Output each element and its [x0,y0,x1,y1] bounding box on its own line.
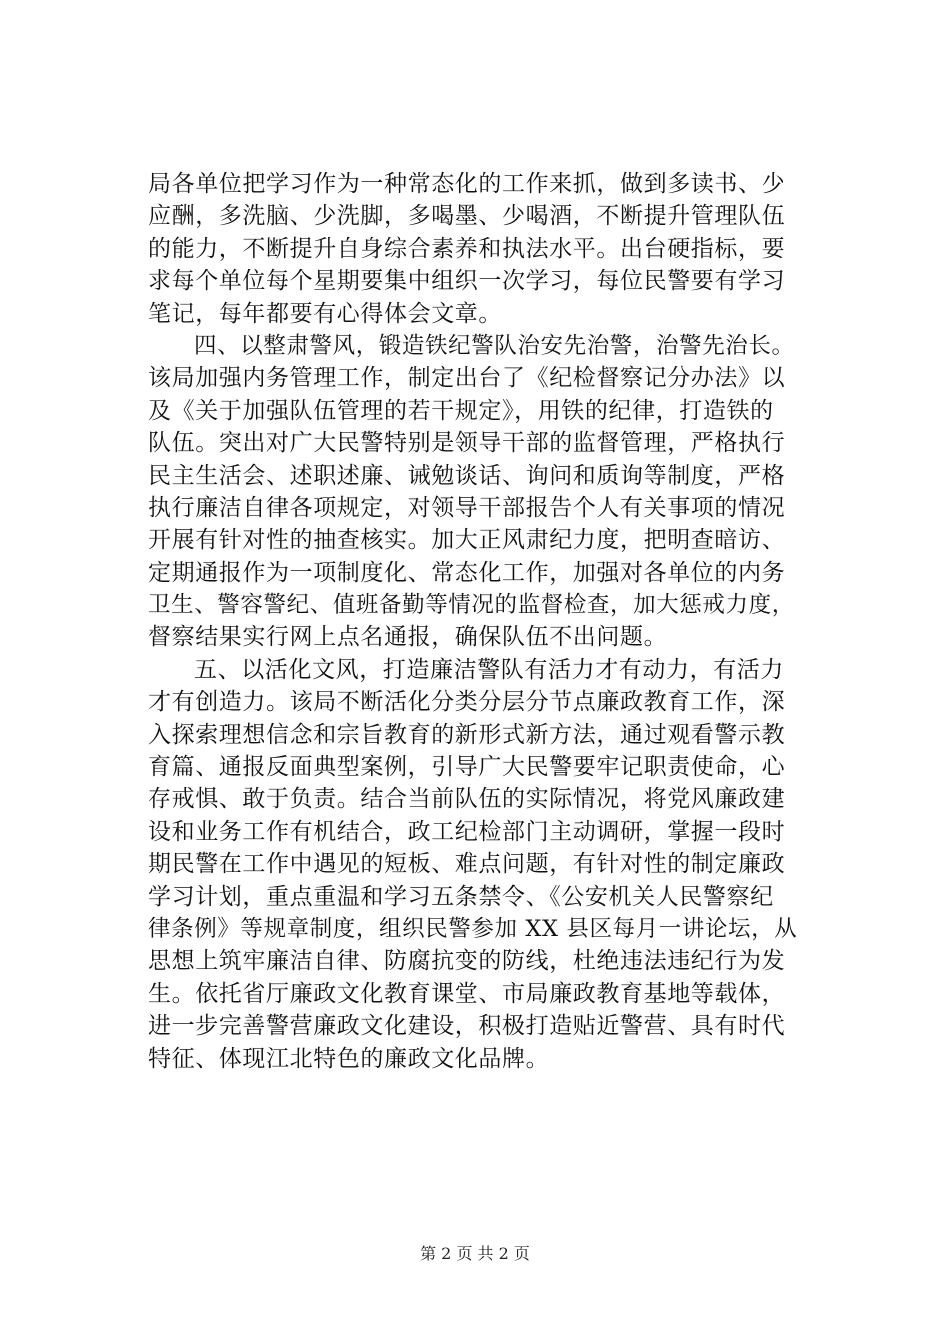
text-line: 督察结果实行网上点名通报，确保队伍不出问题。 [148,624,668,651]
text-line: 卫生、警容警纪、值班备勤等情况的监督检查，加大惩戒力度， [148,592,795,619]
text-line: 思想上筑牢廉洁自律、防腐抗变的防线，杜绝违法违纪行为发 [148,948,786,975]
text-line: 才有创造力。该局不断活化分类分层分节点廉政教育工作，深 [148,689,786,716]
text-line: 该局加强内务管理工作，制定出台了《纪检督察记分办法》以 [148,365,786,392]
text-line: 民主生活会、述职述廉、诫勉谈话、询问和质询等制度，严格 [148,462,786,489]
text-line: 进一步完善警营廉政文化建设，积极打造贴近警营、具有时代 [148,1013,786,1040]
text-line: 及《关于加强队伍管理的若干规定》，用铁的纪律，打造铁的 [148,397,774,424]
text-line: 律条例》等规章制度，组织民警参加 XX 县区每月一讲论坛，从 [148,915,798,942]
text-line: 队伍。突出对广大民警特别是领导干部的监督管理，严格执行 [148,430,786,457]
text-line: 执行廉洁自律各项规定，对领导干部报告个人有关事项的情况 [148,494,786,521]
text-line: 笔记，每年都要有心得体会文章。 [148,300,502,327]
text-line: 开展有针对性的抽查核实。加大正风肃纪力度，把明查暗访、 [148,527,786,554]
paragraph-first-line: 五、以活化文风，打造廉洁警队有活力才有动力，有活力 [194,656,784,683]
text-line: 定期通报作为一项制度化、常态化工作，加强对各单位的内务 [148,559,786,586]
text-line: 期民警在工作中遇见的短板、难点问题，有针对性的制定廉政 [148,851,786,878]
text-line: 应酬，多洗脑、少洗脚，多喝墨、少喝酒，不断提升管理队伍 [148,203,786,230]
text-line: 设和业务工作有机结合，政工纪检部门主动调研，掌握一段时 [148,818,786,845]
page-footer: 第 2 页 共 2 页 [420,1244,530,1263]
paragraph-first-line: 四、以整肃警风，锻造铁纪警队治安先治警，治警先治长。 [194,332,795,359]
text-line: 的能力，不断提升自身综合素养和执法水平。出台硬指标，要 [148,235,786,262]
text-line: 求每个单位每个星期要集中组织一次学习，每位民警要有学习 [148,268,786,295]
document-body [148,168,804,1075]
text-line: 局各单位把学习作为一种常态化的工作来抓，做到多读书、少 [148,171,786,197]
text-line: 存戒惧、敢于负责。结合当前队伍的实际情况，将党风廉政建 [148,786,786,813]
text-line: 特征、体现江北特色的廉政文化品牌。 [148,1045,550,1072]
text-line: 生。依托省厅廉政文化教育课堂、市局廉政教育基地等载体， [148,980,786,1007]
text-line: 育篇、通报反面典型案例，引导广大民警要牢记职责使命，心 [148,754,786,781]
text-line: 入探索理想信念和宗旨教育的新形式新方法，通过观看警示教 [148,721,786,748]
text-line: 学习计划，重点重温和学习五条禁令、《公安机关人民警察纪 [148,883,774,910]
